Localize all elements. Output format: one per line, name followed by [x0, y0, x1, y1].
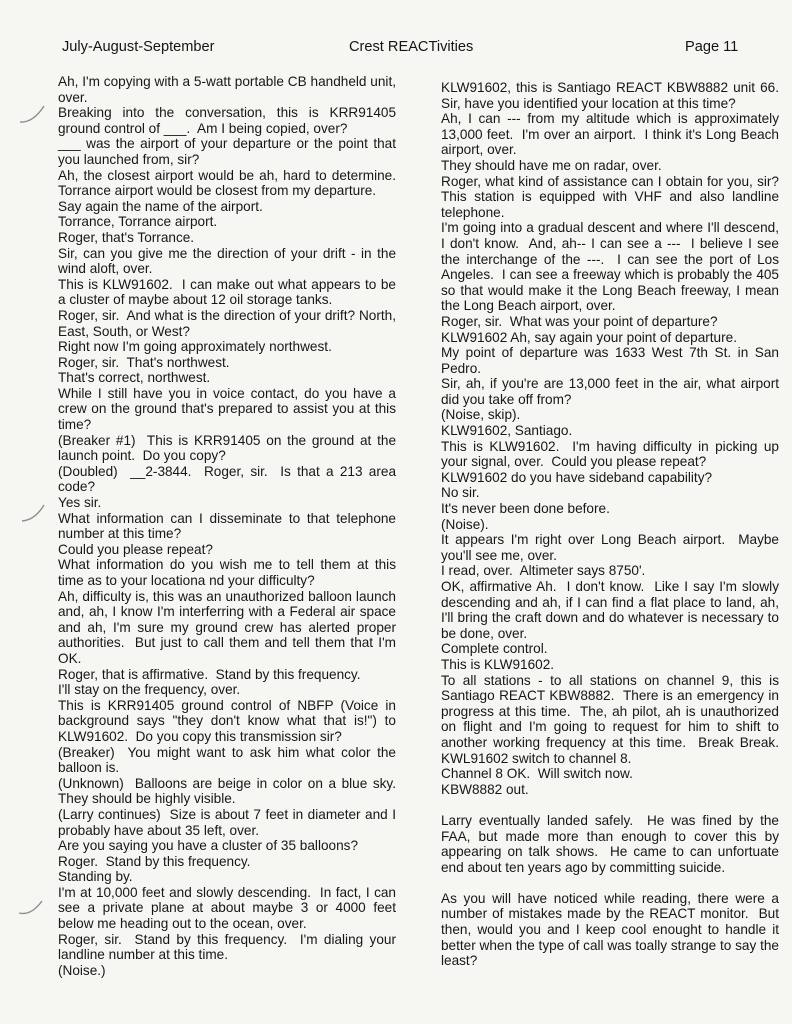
transcript-line: KLW91602 Ah, say again your point of departure. — [441, 329, 737, 345]
transcript-line: Channel 8 OK. Will switch now. — [441, 766, 633, 782]
newsletter-title: Crest REACTivities — [349, 39, 474, 55]
transcript-line: Roger, that's Torrance. — [58, 229, 195, 245]
transcript-line: This is KRR91405 ground control of NBFP (Voice in background says "they don't know what that is!") to KLW91602. Do you copy this transmission sir? — [58, 697, 400, 744]
transcript-line: Right now I'm going approximately northwest. — [58, 339, 332, 355]
transcript-line: Ah, difficulty is, this was an unauthorized balloon launch and, ah, I know I'm interferring with a Federal air space and ah, I'm sure my ground crew has alerted proper authorities. But just to call them and tell them that I'm OK. — [58, 588, 400, 666]
transcript-line: I read, over. Altimeter says 8750'. — [441, 563, 646, 579]
transcript-line: (Noise, skip). — [441, 407, 521, 423]
transcript-line: Sir, ah, if you're are 13,000 feet in the air, what airport did you take off from? — [441, 376, 783, 407]
transcript-line: Ah, the closest airport would be ah, hard to determine. Torrance airport would be closest from my departure. — [58, 167, 400, 199]
binder-hole-mark — [20, 106, 44, 122]
transcript-line: To all stations - to all stations on channel 9, this is Santiago REACT KBW8882. There is an emergency in progress at this time. The, ah pilot, ah is unauthorized on flight and I'm going to request for him to shift to another working frequency at this time. Break Break. KWL91602 switch to channel 8. — [441, 672, 783, 766]
transcript-line: Roger, sir. That's northwest. — [58, 354, 230, 370]
right-column-transcript — [441, 80, 783, 969]
left-column-transcript — [58, 74, 400, 978]
transcript-line: Yes sir. — [58, 495, 102, 511]
binder-hole-mark — [19, 901, 42, 914]
transcript-line: (Doubled) __2-3844. Roger, sir. Is that a 213 area code? — [58, 463, 400, 495]
binder-hole-mark — [22, 505, 44, 521]
transcript-line: Are you saying you have a cluster of 35 balloons? — [58, 838, 359, 854]
transcript-line: KBW8882 out. — [441, 781, 529, 797]
transcript-line: (Breaker #1) This is KRR91405 on the ground at the launch point. Do you copy? — [58, 432, 400, 464]
transcript-line: OK, affirmative Ah. I don't know. Like I say I'm slowly descending and ah, if I can find a flat place to land, ah, I'll bring the craft down and do whatever is necessary to be done, over. — [441, 579, 783, 641]
transcript-line: Ah, I'm copying with a 5-watt portable CB handheld unit, over. — [58, 74, 400, 105]
page-number: Page 11 — [685, 39, 739, 55]
transcript-line: What information do you wish me to tell them at this time as to your locationa nd your difficulty? — [58, 557, 400, 588]
transcript-line: I'll stay on the frequency, over. — [58, 682, 241, 698]
commentary-paragraph: Larry eventually landed safely. He was fined by the FAA, but made more than enough to cover this by appearing on talk shows. He came to can unfortuate end about ten years ago by committing suicide. — [441, 812, 783, 875]
closing-commentary — [441, 812, 783, 969]
transcript-line: Say again the name of the airport. — [58, 198, 263, 214]
transcript-line: I'm at 10,000 feet and slowly descending. In fact, I can see a private plane at about maybe 3 or 4000 feet below me heading out to the ocean, over. — [58, 884, 400, 932]
transcript-line: Breaking into the conversation, this is KRR91405 ground control of ___. Am I being copied, over? — [58, 105, 400, 136]
transcript-line: (Noise). — [441, 516, 489, 532]
transcript-line: This is KLW91602. — [441, 656, 555, 672]
transcript-line: (Breaker) You might want to ask him what color the balloon is. — [58, 744, 400, 776]
transcript-line: Roger. Stand by this frequency. — [58, 853, 251, 869]
transcript-line: Standing by. — [58, 869, 133, 885]
transcript-line: Torrance, Torrance airport. — [58, 214, 218, 230]
transcript-line: It's never been done before. — [441, 501, 610, 517]
transcript-line: Sir, can you give me the direction of your drift - in the wind aloft, over. — [58, 245, 400, 277]
transcript-line: (Unknown) Balloons are beige in color on a blue sky. They should be highly visible. — [58, 775, 400, 807]
commentary-paragraph: As you will have noticed while reading, there were a number of mistakes made by the REACT monitor. But then, would you and I keep cool enought to handle it better when the type of call was toally strange to say the least? — [441, 890, 783, 969]
transcript-line: Could you please repeat? — [58, 541, 213, 557]
transcript-line: This is KLW91602. I can make out what appears to be a cluster of maybe about 12 oil storage tanks. — [58, 276, 400, 308]
right-transcript-lines — [441, 80, 783, 797]
transcript-line: Roger, sir. Stand by this frequency. I'm dialing your landline number at this time. — [58, 931, 400, 963]
transcript-line: ___ was the airport of your departure or the point that you launched from, sir? — [58, 136, 400, 167]
transcript-line: Roger, that is affirmative. Stand by this frequency. — [58, 666, 361, 682]
transcript-line: My point of departure was 1633 West 7th St. in San Pedro. — [441, 345, 783, 376]
transcript-line: KLW91602, this is Santiago REACT KBW8882 unit 66. Sir, have you identified your location at this time? — [441, 80, 783, 111]
transcript-line: That's correct, northwest. — [58, 370, 211, 386]
transcript-line: Roger, sir. And what is the direction of your drift? North, East, South, or West? — [58, 307, 400, 339]
transcript-line: Ah, I can --- from my altitude which is approximately 13,000 feet. I'm over an airport. I think it's Long Beach airport, over. — [441, 111, 783, 158]
transcript-line: No sir. — [441, 485, 480, 501]
transcript-line: Roger, what kind of assistance can I obtain for you, sir? This station is equipped with VHF and also landline telephone. — [441, 173, 783, 220]
transcript-line: Roger, sir. What was your point of departure? — [441, 313, 718, 329]
transcript-line: KLW91602, Santiago. — [441, 423, 573, 439]
transcript-line: (Noise.) — [58, 962, 106, 978]
transcript-line: (Larry continues) Size is about 7 feet in diameter and I probably have about 35 left, over. — [58, 806, 400, 838]
transcript-line: While I still have you in voice contact, do you have a crew on the ground that's prepared to assist you at this time? — [58, 385, 400, 433]
transcript-line: They should have me on radar, over. — [441, 157, 662, 173]
transcript-line: KLW91602 do you have sideband capability? — [441, 469, 713, 485]
issue-date-header: July-August-September — [62, 39, 215, 55]
transcript-line: What information can I disseminate to that telephone number at this time? — [58, 510, 400, 542]
binder-hole-marks — [0, 0, 60, 1024]
transcript-line: This is KLW91602. I'm having difficulty in picking up your signal, over. Could you please repeat? — [441, 438, 783, 470]
transcript-line: It appears I'm right over Long Beach airport. Maybe you'll see me, over. — [441, 532, 783, 563]
transcript-line: Complete control. — [441, 641, 548, 657]
transcript-line: I'm going into a gradual descent and where I'll descend, I don't know. And, ah-- I can see a --- I believe I see the interchange of the ---. I can see the port of Los Angeles. I can see a freeway which is probably the 405 so that would make it the Long Beach freeway, I mean the Long Beach airport, over. — [441, 220, 783, 314]
